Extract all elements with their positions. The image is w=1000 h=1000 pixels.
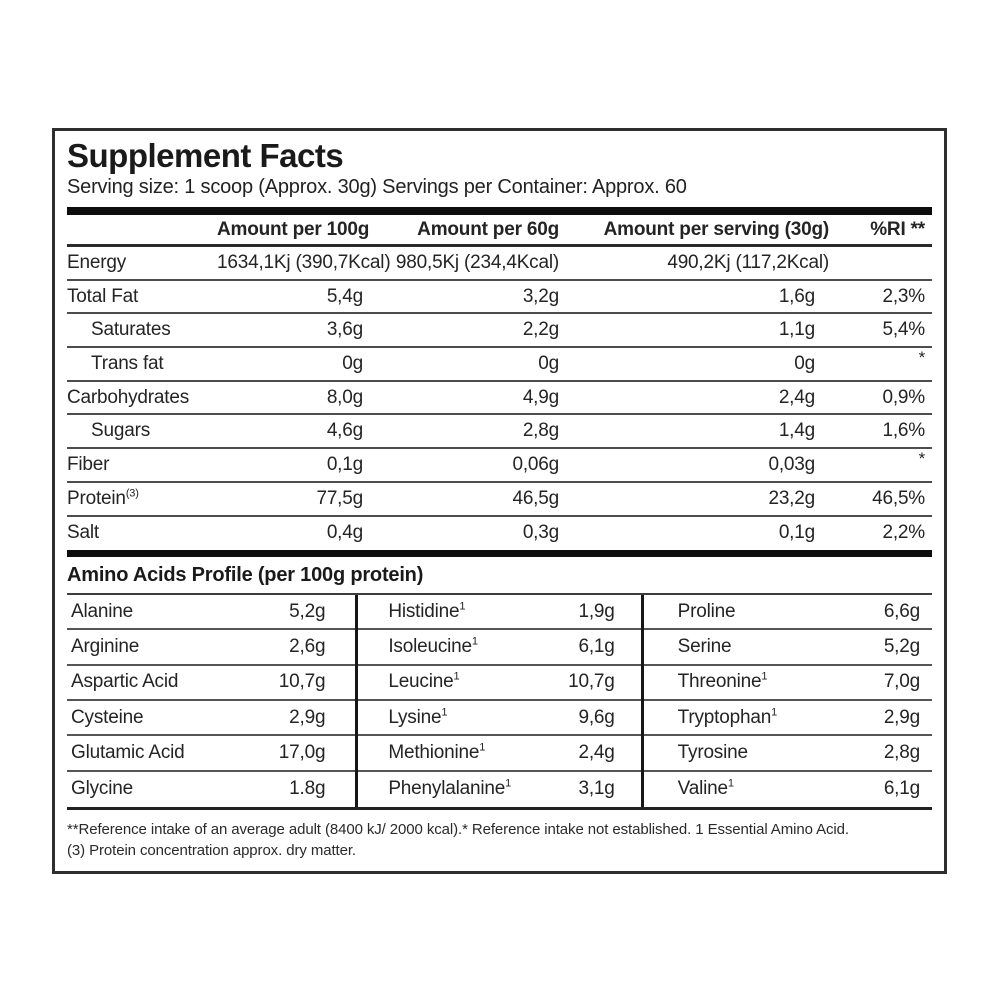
amino-row-glycine [67, 772, 355, 807]
value-per-100g: 0g [342, 352, 363, 374]
value-ri: 0,9% [882, 386, 925, 408]
amino-row-aspartic-acid [67, 666, 355, 701]
table-row-protein [67, 483, 932, 517]
value-per-serving: 1,1g [778, 319, 815, 341]
amino-name: Glycine [71, 778, 133, 800]
amino-row-isoleucine [358, 630, 640, 665]
value-per-60g: 2,8g [522, 420, 559, 442]
amino-value: 2,8g [883, 742, 920, 764]
amino-row-threonine [644, 666, 932, 701]
thick-divider-top [67, 207, 932, 215]
nutrient-name: Energy [67, 251, 127, 273]
amino-name: Threonine$^1$ [677, 671, 768, 693]
value-per-60g: 0,3g [522, 522, 559, 544]
amino-acids-heading: Amino Acids Profile (per 100g protein) [67, 563, 424, 586]
nutrient-name: Saturates [91, 319, 171, 341]
value-per-60g: 46,5g [512, 487, 559, 509]
amino-name: Tyrosine [677, 742, 748, 764]
header-amount-serving: Amount per serving (30g) [603, 218, 829, 240]
nutrient-name: Salt [67, 522, 99, 544]
value-per-serving: 23,2g [768, 487, 815, 509]
amino-value: 6,1g [883, 778, 920, 800]
nutrient-name: Carbohydrates [67, 386, 190, 408]
amino-row-glutamic-acid [67, 736, 355, 771]
table-row-carbohydrates [67, 382, 932, 416]
value-ri: 5,4% [882, 319, 925, 341]
amino-row-histidine [358, 595, 640, 630]
amino-row-serine [644, 630, 932, 665]
value-per-60g: 2,2g [522, 319, 559, 341]
table-row-fiber [67, 449, 932, 483]
value-per-serving: 0,1g [778, 522, 815, 544]
value-ri: 1,6% [882, 420, 925, 442]
nutrient-name: Protein$^{(3)}$ [67, 487, 139, 509]
nutrient-name: Sugars [91, 420, 151, 442]
amino-value: 6,6g [883, 600, 920, 622]
amino-value: 5,2g [883, 636, 920, 658]
value-per-60g: 3,2g [522, 285, 559, 307]
amino-name: Glutamic Acid [71, 742, 185, 764]
amino-value: 1,9g [578, 600, 615, 622]
footnote-line-2: (3) Protein concentration approx. dry matter. [67, 841, 356, 859]
amino-name: Aspartic Acid [71, 671, 179, 693]
nutrient-name: Total Fat [67, 285, 139, 307]
amino-row-alanine [67, 595, 355, 630]
header-amount-60g: Amount per 60g [417, 218, 559, 240]
amino-value: 9,6g [578, 706, 615, 728]
table-row-trans-fat [67, 348, 932, 382]
value-per-60g: 980,5Kj (234,4Kcal) [395, 251, 559, 273]
footnote-line-1: **Reference intake of an average adult (8400 kJ/ 2000 kcal).* Reference intake not established. 1 Essential Amino Acid. [67, 820, 849, 838]
value-ri: * [918, 448, 925, 468]
amino-row-leucine [358, 666, 640, 701]
amino-value: 10,7g [568, 671, 615, 693]
page-title: Supplement Facts [67, 137, 344, 174]
amino-row-cysteine [67, 701, 355, 736]
amino-value: 3,1g [578, 778, 615, 800]
amino-name: Serine [677, 636, 732, 658]
amino-name: Cysteine [71, 706, 144, 728]
amino-value: 2,6g [289, 636, 326, 658]
header-amount-100g: Amount per 100g [217, 218, 370, 240]
value-per-100g: 8,0g [326, 386, 363, 408]
amino-name: Methionine$^1$ [388, 741, 486, 764]
amino-name: Phenylalanine$^1$ [388, 777, 512, 800]
value-ri: 2,2% [882, 522, 925, 544]
value-per-serving: 2,4g [778, 386, 815, 408]
amino-row-tryptophan [644, 701, 932, 736]
amino-row-lysine [358, 701, 640, 736]
value-per-60g: 4,9g [522, 386, 559, 408]
value-per-100g: 0,1g [326, 453, 363, 475]
supplement-facts-label [52, 128, 947, 874]
amino-value: 1.8g [289, 778, 326, 800]
value-per-100g: 0,4g [326, 522, 363, 544]
amino-name: Lysine$^1$ [388, 706, 448, 728]
amino-name: Tryptophan$^1$ [677, 706, 777, 728]
amino-column-1 [67, 595, 355, 807]
table-row-sugars [67, 415, 932, 449]
amino-acids-table [67, 593, 932, 810]
amino-value: 6,1g [578, 636, 615, 658]
amino-value: 5,2g [289, 600, 326, 622]
amino-value: 2,9g [883, 706, 920, 728]
value-per-60g: 0,06g [512, 453, 559, 475]
amino-value: 7,0g [883, 671, 920, 693]
amino-value: 2,4g [578, 742, 615, 764]
value-per-serving: 0,03g [768, 453, 815, 475]
value-per-100g: 77,5g [316, 487, 363, 509]
thick-divider-middle [67, 550, 932, 557]
value-per-serving: 1,4g [778, 420, 815, 442]
value-per-100g: 4,6g [326, 420, 363, 442]
amino-name: Alanine [71, 600, 133, 622]
amino-name: Valine$^1$ [677, 777, 734, 800]
amino-row-phenylalanine [358, 772, 640, 807]
amino-value: 10,7g [278, 671, 326, 693]
value-ri: * [918, 347, 925, 367]
table-row-total-fat [67, 281, 932, 315]
amino-row-methionine [358, 736, 640, 771]
amino-row-proline [644, 595, 932, 630]
table-row-energy [67, 247, 932, 281]
nutrition-table-header [67, 215, 932, 247]
value-per-serving: 1,6g [778, 285, 815, 307]
protein-footnote-marker: (3) [125, 487, 139, 500]
header-ri: %RI ** [870, 218, 925, 240]
amino-value: 17,0g [278, 742, 326, 764]
amino-column-3 [644, 595, 932, 807]
value-per-100g: 3,6g [326, 319, 363, 341]
serving-size-line: Serving size: 1 scoop (Approx. 30g) Servings per Container: Approx. 60 [67, 176, 687, 198]
amino-row-valine [644, 772, 932, 807]
amino-name: Arginine [71, 636, 140, 658]
amino-name: Isoleucine$^1$ [388, 635, 478, 658]
amino-name: Leucine$^1$ [388, 671, 460, 693]
value-per-serving: 490,2Kj (117,2Kcal) [667, 251, 829, 273]
amino-name: Proline [677, 600, 736, 622]
amino-row-tyrosine [644, 736, 932, 771]
nutrient-name: Trans fat [91, 352, 164, 374]
amino-column-2 [355, 595, 643, 807]
amino-value: 2,9g [289, 706, 326, 728]
table-row-salt [67, 517, 932, 551]
amino-row-arginine [67, 630, 355, 665]
value-per-serving: 0g [794, 352, 815, 374]
value-ri: 46,5% [872, 487, 925, 509]
value-per-100g: 1634,1Kj (390,7Kcal) [217, 251, 391, 273]
value-per-100g: 5,4g [326, 285, 363, 307]
nutrition-table [67, 215, 932, 550]
value-per-60g: 0g [538, 352, 559, 374]
amino-name: Histidine$^1$ [388, 600, 466, 622]
value-ri: 2,3% [882, 285, 925, 307]
nutrient-name: Fiber [67, 453, 110, 475]
footnotes [67, 810, 932, 861]
table-row-saturates [67, 314, 932, 348]
